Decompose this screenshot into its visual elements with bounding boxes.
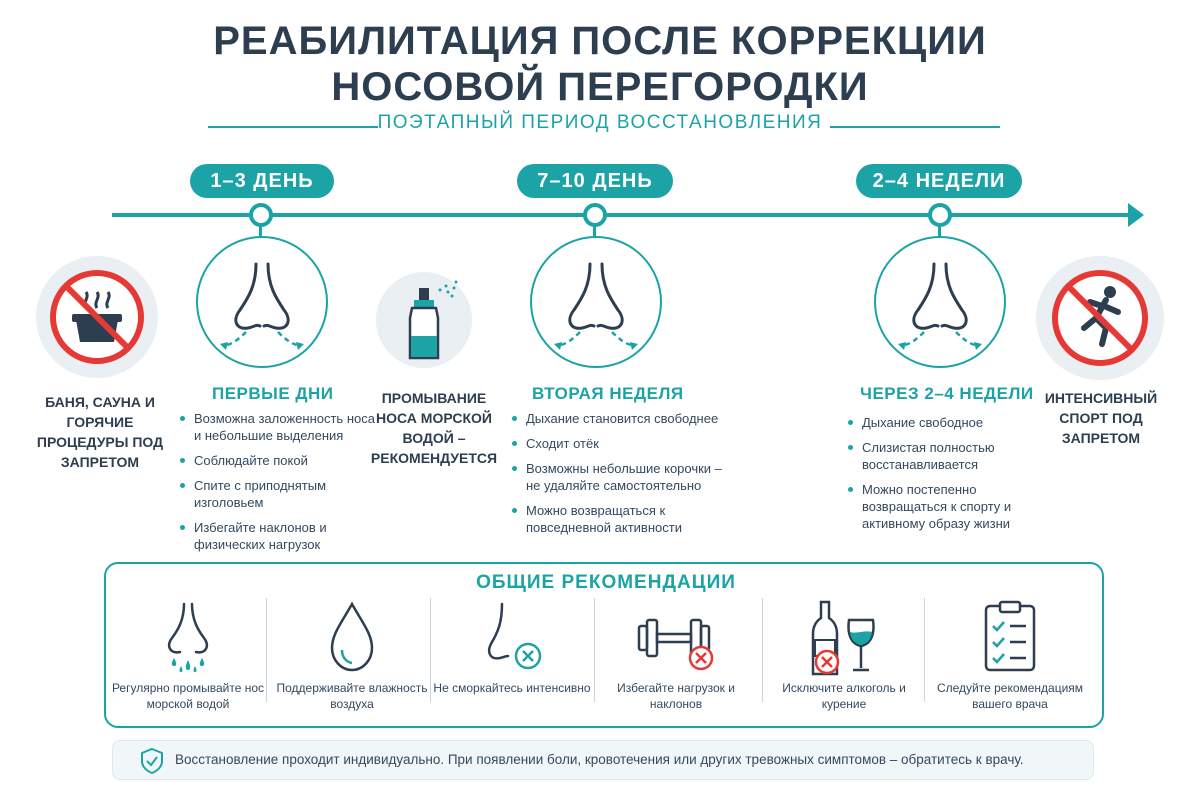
divider <box>924 598 925 702</box>
page-title <box>0 18 1200 110</box>
shield-check-icon <box>139 747 165 775</box>
footer-note-text: Восстановление проходит индивидуально. При появлении боли, кровотечения или других тревожных симптомов – обратитесь к врачу. <box>175 752 1024 767</box>
recommendation-item <box>930 600 1090 720</box>
footer-note <box>112 740 1094 780</box>
list-item: Слизистая полностью восстанавливается <box>848 439 1038 473</box>
recommendation-item <box>764 600 924 720</box>
no-sauna-icon <box>36 256 158 378</box>
stage-1-list <box>180 410 380 561</box>
recommendation-label: Следуйте рекомендациям вашего врача <box>936 681 1084 711</box>
recommendation-item <box>432 600 592 720</box>
water-drop-icon <box>312 600 392 676</box>
list-item: Дыхание свободное <box>848 414 1038 431</box>
stage-3-list <box>848 414 1038 540</box>
recommendation-label: Исключите алкоголь и курение <box>782 681 906 711</box>
recommendations-title: ОБЩИЕ РЕКОМЕНДАЦИИ <box>476 572 736 593</box>
stage-1-heading: ПЕРВЫЕ ДНИ <box>212 384 334 403</box>
recommendation-label: Регулярно промывайте нос морской водой <box>111 681 265 711</box>
recommendation-item <box>272 600 432 720</box>
nose-breathing-icon <box>530 236 662 368</box>
subtitle <box>0 112 1200 134</box>
spray-note: ПРОМЫВАНИЕ НОСА МОРСКОЙ ВОДОЙ – РЕКОМЕНДУЕТСЯ <box>370 390 498 466</box>
title-line-1: РЕАБИЛИТАЦИЯ ПОСЛЕ КОРРЕКЦИИ <box>213 19 987 63</box>
stage-1-period: 1–3 ДЕНЬ <box>190 164 334 198</box>
title-line-2: НОСОВОЙ ПЕРЕГОРОДКИ <box>331 65 869 109</box>
list-item: Спите с приподнятым изголовьем <box>180 477 380 511</box>
list-item: Дыхание становится свободнее <box>512 410 727 427</box>
list-item: Избегайте наклонов и физических нагрузок <box>180 519 380 553</box>
no-blowing-nose-icon <box>472 600 552 676</box>
stage-2-period: 7–10 ДЕНЬ <box>517 164 673 198</box>
list-item: Возможна заложенность носа и небольшие выделения <box>180 410 380 444</box>
stage-2-list <box>512 410 727 544</box>
stage-2-heading: ВТОРАЯ НЕДЕЛЯ <box>532 384 684 403</box>
no-running-icon <box>1036 256 1164 380</box>
list-item: Соблюдайте покой <box>180 452 380 469</box>
no-dumbbell-icon <box>631 600 721 676</box>
timeline-node-2 <box>583 203 607 227</box>
divider <box>430 598 431 702</box>
no-alcohol-icon <box>799 600 889 680</box>
nasal-spray-icon <box>376 272 472 368</box>
recommendation-label: Избегайте нагрузок и наклонов <box>617 681 735 711</box>
list-item: Можно возвращаться к повседневной активности <box>512 502 727 536</box>
list-item: Сходит отёк <box>512 435 727 452</box>
divider <box>594 598 595 702</box>
recommendation-label: Поддерживайте влажность воздуха <box>276 681 428 711</box>
stage-3-period: 2–4 НЕДЕЛИ <box>856 164 1022 198</box>
divider <box>266 598 267 702</box>
stage-3-heading: ЧЕРЕЗ 2–4 НЕДЕЛИ <box>860 384 1034 403</box>
timeline-node-3 <box>928 203 952 227</box>
list-item: Возможны небольшие корочки – не удаляйте самостоятельно <box>512 460 727 494</box>
recommendation-item <box>108 600 268 720</box>
recommendations-panel <box>104 562 1104 728</box>
nose-drops-icon <box>148 600 228 676</box>
recommendation-label: Не сморкайтесь интенсивно <box>433 681 591 695</box>
checklist-icon <box>970 600 1050 676</box>
recommendation-item <box>596 600 756 720</box>
nose-breathing-icon <box>874 236 1006 368</box>
subtitle-text: ПОЭТАПНЫЙ ПЕРИОД ВОССТАНОВЛЕНИЯ <box>377 112 823 133</box>
timeline-arrow-icon <box>1128 203 1144 227</box>
list-item: Можно постепенно возвращаться к спорту и активному образу жизни <box>848 481 1038 532</box>
timeline-node-1 <box>249 203 273 227</box>
divider <box>762 598 763 702</box>
sport-note: ИНТЕНСИВНЫЙ СПОРТ ПОД ЗАПРЕТОМ <box>1044 390 1158 446</box>
sauna-note: БАНЯ, САУНА И ГОРЯЧИЕ ПРОЦЕДУРЫ ПОД ЗАПРЕТОМ <box>36 394 164 470</box>
nose-breathing-icon <box>196 236 328 368</box>
